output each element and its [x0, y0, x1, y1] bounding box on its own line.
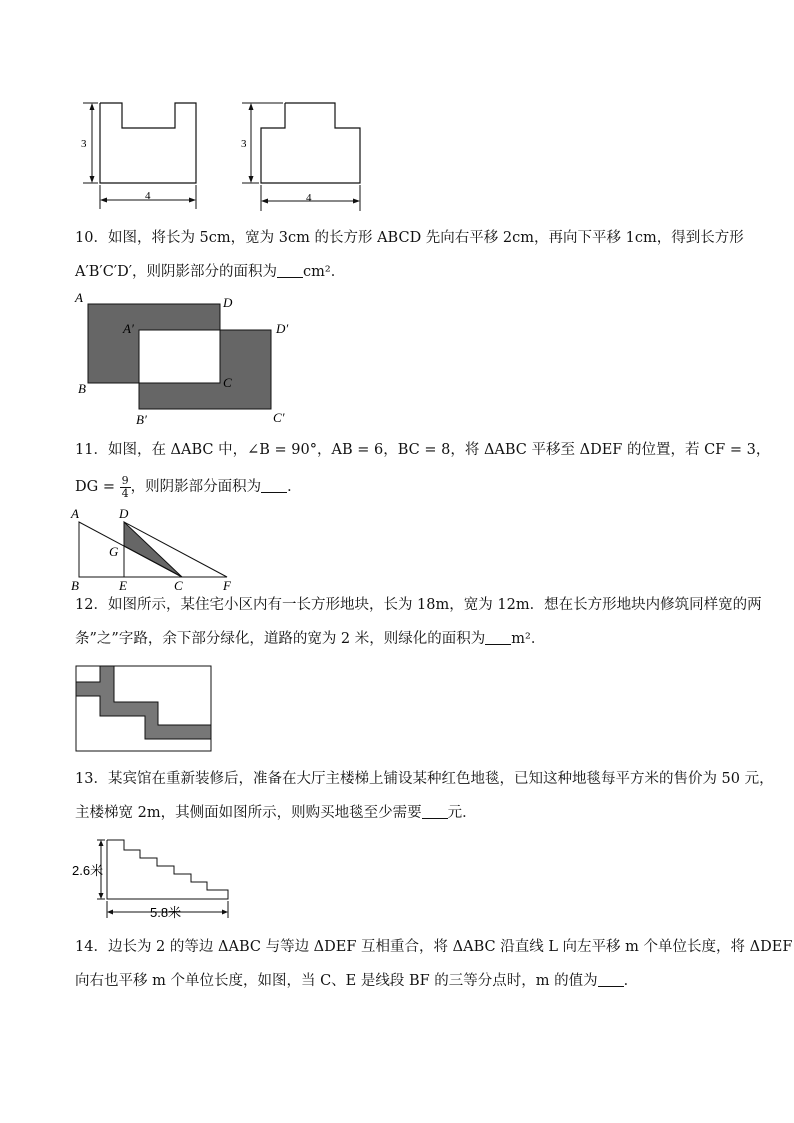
question-unit: m²． — [511, 631, 546, 647]
question-text: ． — [287, 479, 302, 495]
height-label: 3 — [241, 138, 247, 150]
fraction-numerator: 9 — [121, 473, 129, 487]
width-label: 4 — [145, 190, 151, 202]
question-text: 主楼梯宽 2m，其侧面如图所示，则购买地毯至少需要 — [75, 805, 422, 821]
label-C: C — [223, 375, 232, 390]
label-D-prime: D′ — [276, 321, 289, 336]
figure-top-right — [238, 95, 368, 217]
width-label: 5.8米 — [150, 905, 182, 920]
question-text: ． — [623, 973, 639, 989]
question-text: 13．某宾馆在重新装修后，准备在大厅主楼梯上铺设某种红色地毯，已知这种地毯每平方米的售价为 50 元， — [75, 771, 774, 787]
question-text: DG = — [75, 479, 115, 495]
answer-blank — [598, 972, 624, 987]
answer-blank — [277, 263, 303, 278]
question-unit: cm²． — [303, 264, 346, 280]
width-label: 4 — [306, 192, 312, 204]
label-B: B — [71, 578, 79, 593]
question-text: 11．如图，在 ΔABC 中，∠B = 90°，AB = 6，BC = 8，将 ΔABC 平移至 ΔDEF 的位置，若 CF = 3， — [75, 442, 771, 458]
answer-blank — [422, 804, 448, 819]
answer-blank — [485, 630, 511, 645]
question-13 — [75, 762, 774, 830]
label-D: D — [119, 506, 129, 521]
question-10 — [75, 221, 744, 289]
question-text: A′B′C′D′，则阴影部分的面积为 — [75, 264, 278, 280]
label-E: E — [119, 578, 127, 593]
label-B-prime: B′ — [136, 412, 147, 427]
fraction — [120, 475, 131, 500]
figure-13-staircase — [70, 835, 235, 925]
label-C: C — [174, 578, 183, 593]
label-D: D — [223, 295, 233, 310]
question-text: 元． — [447, 805, 477, 821]
label-A: A — [75, 290, 83, 305]
question-text: 10．如图，将长为 5cm，宽为 3cm 的长方形 ABCD 先向右平移 2cm，再向下平移 1cm，得到长方形 — [75, 230, 744, 246]
question-text: 条”之”字路，余下部分绿化，道路的宽为 2 米，则绿化的面积为 — [75, 631, 486, 647]
label-B: B — [78, 381, 86, 396]
question-text: 向右也平移 m 个单位长度，如图，当 C、E 是线段 BF 的三等分点时，m 的值为 — [75, 973, 598, 989]
label-A-prime: A′ — [123, 321, 134, 336]
question-11 — [75, 433, 771, 507]
question-text: 14．边长为 2 的等边 ΔABC 与等边 ΔDEF 互相重合，将 ΔABC 沿直线 L 向左平移 m 个单位长度，将 ΔDEF — [75, 939, 793, 955]
question-text: 12．如图所示，某住宅小区内有一长方形地块，长为 18m，宽为 12m．想在长方形地块内修筑同样宽的两 — [75, 597, 762, 613]
figure-top-left — [75, 95, 205, 217]
label-G: G — [109, 544, 119, 559]
fraction-denominator: 4 — [121, 486, 129, 500]
height-label: 2.6米 — [72, 863, 104, 878]
answer-blank — [261, 478, 287, 493]
label-C-prime: C′ — [273, 410, 285, 425]
figure-10-rectangles — [72, 290, 302, 430]
question-text: ，则阴影部分面积为 — [130, 479, 262, 495]
question-14 — [75, 930, 793, 998]
question-12 — [75, 588, 762, 656]
label-F: F — [223, 578, 231, 593]
label-A: A — [71, 506, 79, 521]
figure-11-triangles — [68, 505, 243, 595]
height-label: 3 — [81, 138, 87, 150]
figure-12-zigzag-road — [74, 664, 216, 756]
